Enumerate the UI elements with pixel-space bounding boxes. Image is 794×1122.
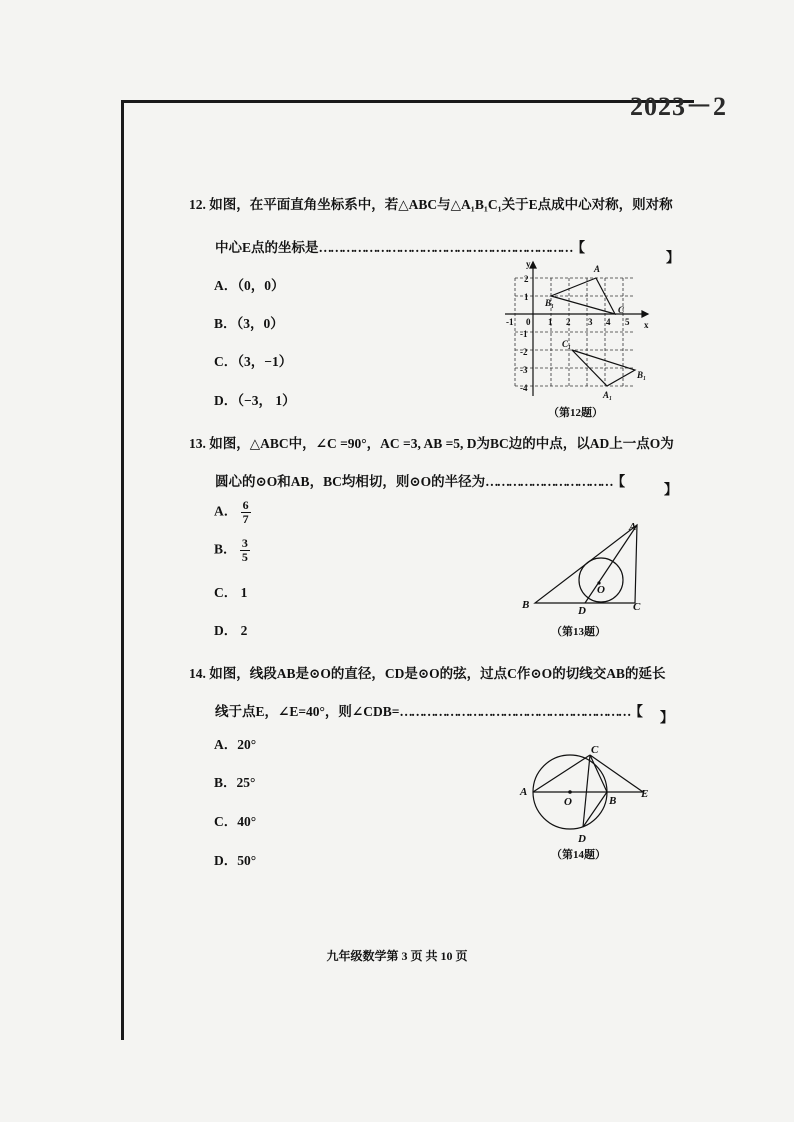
- q14-point-a: A: [520, 786, 528, 798]
- point-c-label: C: [618, 305, 625, 315]
- q13-stem-1: 如图，△ABC中，∠C =90°，AC =3, AB =5, D为BC边的中点，以AD上一点O为: [209, 436, 674, 451]
- q13-point-d: D: [578, 605, 586, 615]
- q13-option-c-value: 1: [240, 585, 248, 600]
- y-tick-1: 1: [524, 292, 529, 302]
- q13-stem-2: 圆心的⊙O和AB，BC均相切，则⊙O的半径为: [215, 474, 486, 489]
- q14-option-a[interactable]: A．20°: [214, 737, 257, 752]
- q14-stem-1: 如图，线段AB是⊙O的直径，CD是⊙O的弦，过点C作⊙O的切线交AB的延长: [209, 666, 666, 681]
- q13-answer-bracket[interactable]: 】: [664, 482, 678, 497]
- q12-stem-2: 中心E点的坐标是: [215, 240, 319, 255]
- q13-option-c[interactable]: [214, 581, 247, 601]
- y-tick-neg2: -2: [520, 347, 528, 357]
- point-c1-label: C₁: [562, 339, 572, 349]
- q12-option-c[interactable]: C．（3，−1）: [214, 354, 293, 369]
- q12-line1: [189, 193, 673, 213]
- q13-option-d-value: 2: [240, 623, 248, 638]
- q14-point-o: O: [564, 796, 572, 808]
- q14-caption: （第14题）: [551, 849, 606, 861]
- y-axis-label: y: [526, 259, 531, 269]
- q14-line1: [189, 662, 665, 682]
- q12-number: 12.: [189, 197, 206, 212]
- q12-option-d[interactable]: D．（−3， 1）: [214, 393, 296, 408]
- x-tick-0: 0: [526, 317, 531, 327]
- point-a1-label: A₁: [603, 390, 613, 400]
- page-footer: 九年级数学第 3 页 共 10 页: [326, 949, 468, 963]
- x-axis-label: x: [644, 320, 649, 330]
- q14-stem-2: 线于点E，∠E=40°，则∠CDB=: [215, 704, 400, 719]
- center-o-14-dot: [568, 790, 572, 794]
- point-b1-label: B₁: [637, 370, 647, 380]
- q13-option-d-label: D．: [214, 623, 238, 638]
- q13-triangle-figure: [515, 515, 655, 615]
- x-tick-5: 5: [625, 317, 630, 327]
- point-b-label: B₁: [545, 298, 555, 308]
- q12-stem-1: 如图，在平面直角坐标系中，若△ABC与△A₁B₁C₁关于E点成中心对称，则对称: [209, 197, 673, 212]
- q12-option-a[interactable]: A．（0，0）: [214, 278, 285, 293]
- q13-option-a[interactable]: [214, 499, 251, 526]
- q13-option-a-den: 7: [242, 512, 249, 526]
- x-tick-4: 4: [606, 317, 611, 327]
- q12-coordinate-figure: [500, 256, 660, 406]
- q12-caption: （第12题）: [548, 407, 603, 419]
- q14-line2: [215, 700, 641, 720]
- q13-point-o: O: [597, 584, 605, 596]
- y-tick-neg4: -4: [520, 383, 528, 393]
- chord-db: [583, 792, 607, 827]
- q12-option-b[interactable]: B．（3，0）: [214, 316, 284, 331]
- y-tick-2: 2: [524, 274, 529, 284]
- q14-option-c[interactable]: C．40°: [214, 814, 257, 829]
- q13-option-b-num: 3: [241, 536, 248, 550]
- q14-dots: ……………………………………………………【: [399, 704, 641, 719]
- q13-dots: ……………………………【: [485, 474, 624, 489]
- q13-line1: [189, 432, 674, 452]
- chord-ac: [533, 755, 590, 792]
- q13-point-b: B: [522, 599, 530, 611]
- q13-point-c: C: [633, 601, 641, 613]
- q12-line2: [215, 236, 583, 256]
- q14-answer-bracket[interactable]: 】: [660, 710, 674, 725]
- q14-circle-figure: [515, 742, 660, 847]
- q13-option-b-den: 5: [241, 550, 248, 564]
- q14-option-b[interactable]: B．25°: [214, 775, 256, 790]
- q13-line2: [215, 470, 623, 490]
- corner-year-text: 2023－2: [630, 92, 728, 121]
- q13-caption: （第13题）: [551, 626, 606, 638]
- q13-option-b-label: B．: [214, 541, 237, 557]
- x-tick-3: 3: [588, 317, 593, 327]
- q13-option-a-label: A．: [214, 503, 238, 519]
- q12-answer-bracket[interactable]: 】: [666, 250, 680, 265]
- page-left-border: [121, 100, 124, 1040]
- q14-point-e: E: [641, 788, 649, 800]
- point-a-label: A: [594, 264, 601, 274]
- chord-cd: [583, 755, 590, 827]
- q13-option-b-fraction: [240, 537, 250, 564]
- page-top-border: [121, 100, 694, 103]
- q14-point-b: B: [609, 795, 617, 807]
- q13-option-c-label: C．: [214, 585, 238, 600]
- x-tick-2: 2: [566, 317, 571, 327]
- q13-number: 13.: [189, 436, 206, 451]
- q14-point-d: D: [578, 833, 586, 845]
- q12-dots: …………………………………………………………【: [318, 240, 584, 255]
- q14-option-d[interactable]: D．50°: [214, 853, 257, 868]
- q13-option-a-fraction: [241, 499, 251, 526]
- segment-ad: [585, 525, 637, 603]
- q14-point-c: C: [591, 744, 599, 756]
- x-tick-neg1: -1: [506, 317, 514, 327]
- q13-point-a: A: [629, 521, 637, 533]
- q13-option-d[interactable]: [214, 619, 247, 639]
- y-tick-neg1: -1: [520, 329, 528, 339]
- y-tick-neg3: -3: [520, 365, 528, 375]
- q13-option-b[interactable]: [214, 537, 250, 564]
- q14-number: 14.: [189, 666, 206, 681]
- q13-option-a-num: 6: [242, 498, 249, 512]
- x-tick-1: 1: [548, 317, 553, 327]
